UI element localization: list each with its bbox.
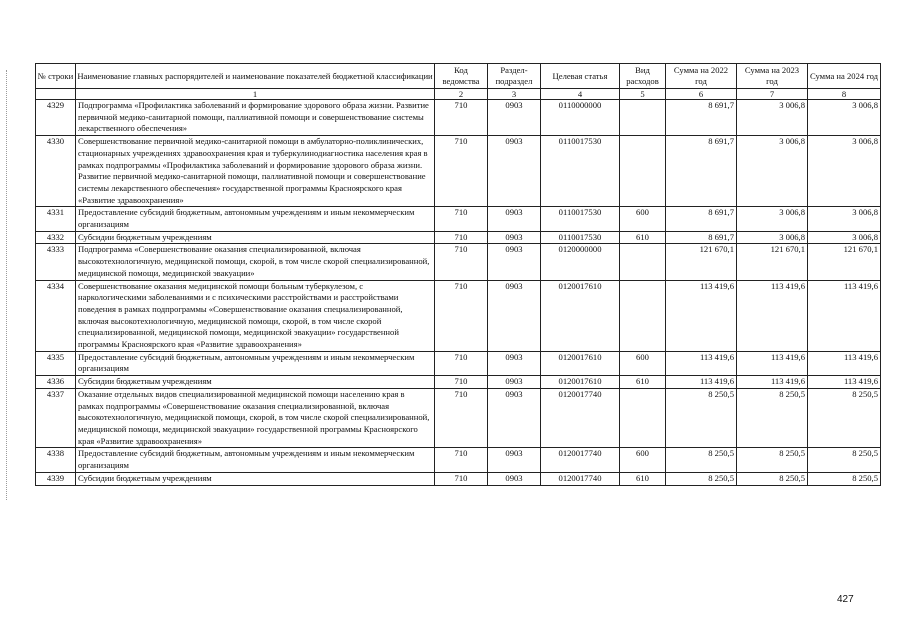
table-row [36, 244, 881, 280]
row-sum-2023-cell: 8 250,5 [737, 448, 808, 472]
row-dept-code-cell: 710 [435, 207, 488, 231]
col-number: 2 [435, 89, 488, 100]
row-expense-type-cell [620, 280, 666, 351]
row-sum-2023-cell: 3 006,8 [737, 136, 808, 207]
row-dept-code-cell: 710 [435, 376, 488, 389]
row-sum-2023-cell: 3 006,8 [737, 100, 808, 136]
row-sum-2022-cell: 8 691,7 [666, 100, 737, 136]
row-expense-type-cell [620, 136, 666, 207]
table-row [36, 388, 881, 448]
row-dept-code-cell: 710 [435, 244, 488, 280]
row-sum-2022-cell: 113 419,6 [666, 376, 737, 389]
row-sum-2022-cell: 8 691,7 [666, 136, 737, 207]
row-expense-type-cell [620, 244, 666, 280]
table-row [36, 472, 881, 485]
row-expense-type-cell: 610 [620, 376, 666, 389]
row-sum-2024-cell: 113 419,6 [808, 280, 881, 351]
row-sum-2024-cell: 113 419,6 [808, 376, 881, 389]
row-dept-code-cell: 710 [435, 100, 488, 136]
row-sum-2024-cell: 3 006,8 [808, 207, 881, 231]
col-header-exp: Вид расходов [620, 64, 666, 89]
row-sum-2022-cell: 8 250,5 [666, 448, 737, 472]
col-header-no: № строки [36, 64, 76, 89]
row-section-cell: 0903 [488, 136, 541, 207]
row-expense-type-cell: 610 [620, 231, 666, 244]
row-name-cell: Подпрограмма «Профилактика заболеваний и формирование здорового образа жизни. Развитие первичной медико-санитарной помощи, паллиативной помощи и совершенствование системы лекарственного обеспечения» [76, 100, 435, 136]
row-target-cell: 0110000000 [541, 100, 620, 136]
row-target-cell: 0120017740 [541, 448, 620, 472]
row-target-cell: 0110017530 [541, 207, 620, 231]
row-number-cell: 4333 [36, 244, 76, 280]
row-target-cell: 0120017610 [541, 280, 620, 351]
row-name-cell: Субсидии бюджетным учреждениям [76, 231, 435, 244]
row-sum-2024-cell: 8 250,5 [808, 448, 881, 472]
table-body [36, 100, 881, 486]
row-number-cell: 4329 [36, 100, 76, 136]
col-header-target: Целевая статья [541, 64, 620, 89]
row-sum-2024-cell: 113 419,6 [808, 351, 881, 375]
table-row [36, 231, 881, 244]
row-number-cell: 4337 [36, 388, 76, 448]
row-number-cell: 4335 [36, 351, 76, 375]
row-number-cell: 4338 [36, 448, 76, 472]
row-name-cell: Предоставление субсидий бюджетным, автономным учреждениям и иным некоммерческим организациям [76, 207, 435, 231]
row-target-cell: 0120017610 [541, 351, 620, 375]
col-number: 3 [488, 89, 541, 100]
row-dept-code-cell: 710 [435, 280, 488, 351]
col-header-section: Раздел-подраздел [488, 64, 541, 89]
row-section-cell: 0903 [488, 280, 541, 351]
row-sum-2023-cell: 8 250,5 [737, 388, 808, 448]
col-header-dept: Код ведомства [435, 64, 488, 89]
row-number-cell: 4332 [36, 231, 76, 244]
row-sum-2023-cell: 113 419,6 [737, 376, 808, 389]
row-expense-type-cell: 610 [620, 472, 666, 485]
column-number-row [36, 89, 881, 100]
col-number: 6 [666, 89, 737, 100]
table-row [36, 376, 881, 389]
row-target-cell: 0120017740 [541, 472, 620, 485]
row-sum-2023-cell: 8 250,5 [737, 472, 808, 485]
row-sum-2022-cell: 121 670,1 [666, 244, 737, 280]
row-sum-2024-cell: 3 006,8 [808, 136, 881, 207]
table-header-row [36, 64, 881, 89]
table-row [36, 448, 881, 472]
row-section-cell: 0903 [488, 376, 541, 389]
row-number-cell: 4331 [36, 207, 76, 231]
col-header-name: Наименование главных распорядителей и наименование показателей бюджетной классификации [76, 64, 435, 89]
row-name-cell: Субсидии бюджетным учреждениям [76, 376, 435, 389]
table-row [36, 136, 881, 207]
row-target-cell: 0120017740 [541, 388, 620, 448]
row-section-cell: 0903 [488, 207, 541, 231]
row-sum-2023-cell: 113 419,6 [737, 280, 808, 351]
row-section-cell: 0903 [488, 231, 541, 244]
row-sum-2024-cell: 8 250,5 [808, 472, 881, 485]
row-dept-code-cell: 710 [435, 351, 488, 375]
row-section-cell: 0903 [488, 388, 541, 448]
row-sum-2024-cell: 3 006,8 [808, 231, 881, 244]
page-edge-dots [6, 70, 7, 500]
row-expense-type-cell [620, 100, 666, 136]
row-section-cell: 0903 [488, 100, 541, 136]
table-row [36, 280, 881, 351]
row-dept-code-cell: 710 [435, 231, 488, 244]
row-sum-2023-cell: 3 006,8 [737, 207, 808, 231]
col-number: 5 [620, 89, 666, 100]
row-sum-2022-cell: 8 691,7 [666, 231, 737, 244]
row-expense-type-cell [620, 388, 666, 448]
col-number: 8 [808, 89, 881, 100]
col-number [36, 89, 76, 100]
row-name-cell: Оказание отдельных видов специализированной медицинской помощи населению края в рамках подпрограммы «Совершенствование оказания специализированной, включая высокотехнологичную, медицинской помощи, скорой, в том числе скорой специализированной, медицинской помощи, медицинской эвакуации» государственной программы Красноярского края «Развитие здравоохранения» [76, 388, 435, 448]
row-sum-2022-cell: 8 250,5 [666, 472, 737, 485]
row-sum-2022-cell: 8 691,7 [666, 207, 737, 231]
row-section-cell: 0903 [488, 351, 541, 375]
col-number: 7 [737, 89, 808, 100]
row-target-cell: 0120000000 [541, 244, 620, 280]
row-dept-code-cell: 710 [435, 136, 488, 207]
row-target-cell: 0110017530 [541, 231, 620, 244]
row-expense-type-cell: 600 [620, 448, 666, 472]
row-number-cell: 4336 [36, 376, 76, 389]
row-expense-type-cell: 600 [620, 351, 666, 375]
table-row [36, 207, 881, 231]
col-header-2023: Сумма на 2023 год [737, 64, 808, 89]
budget-table [35, 63, 881, 486]
col-number: 1 [76, 89, 435, 100]
table-row [36, 351, 881, 375]
row-section-cell: 0903 [488, 244, 541, 280]
row-sum-2023-cell: 113 419,6 [737, 351, 808, 375]
row-sum-2024-cell: 3 006,8 [808, 100, 881, 136]
row-name-cell: Совершенствование оказания медицинской помощи больным туберкулезом, с наркологическими заболеваниями и с психическими расстройствами и расстройствами поведения в рамках подпрограммы «Совершенствование оказания специализированной, включая высокотехнологичную, медицинской помощи, скорой, в том числе скорой специализированной, медицинской помощи, медицинской эвакуации» государственной программы Красноярского края «Развитие здравоохранения» [76, 280, 435, 351]
row-sum-2024-cell: 121 670,1 [808, 244, 881, 280]
row-section-cell: 0903 [488, 472, 541, 485]
table-row [36, 100, 881, 136]
row-name-cell: Субсидии бюджетным учреждениям [76, 472, 435, 485]
row-sum-2023-cell: 121 670,1 [737, 244, 808, 280]
row-target-cell: 0110017530 [541, 136, 620, 207]
row-dept-code-cell: 710 [435, 388, 488, 448]
row-number-cell: 4339 [36, 472, 76, 485]
row-sum-2022-cell: 113 419,6 [666, 351, 737, 375]
col-header-2022: Сумма на 2022 год [666, 64, 737, 89]
row-name-cell: Совершенствование первичной медико-санитарной помощи в амбулаторно-поликлинических, стационарных учреждениях здравоохранения края и туберкулинодиагностика населения края в рамках подпрограммы «Профилактика заболеваний и формирование здорового образа жизни. Развитие первичной медико-санитарной помощи, паллиативной помощи и совершенствование системы лекарственного обеспечения» государственной программы Красноярского края «Развитие здравоохранения» [76, 136, 435, 207]
row-name-cell: Предоставление субсидий бюджетным, автономным учреждениям и иным некоммерческим организациям [76, 351, 435, 375]
row-sum-2022-cell: 113 419,6 [666, 280, 737, 351]
page-number: 427 [837, 594, 854, 605]
row-name-cell: Подпрограмма «Совершенствование оказания специализированной, включая высокотехнологичную, медицинской помощи, скорой, в том числе скорой специализированной, медицинской помощи, медицинской эвакуации» [76, 244, 435, 280]
row-expense-type-cell: 600 [620, 207, 666, 231]
row-sum-2023-cell: 3 006,8 [737, 231, 808, 244]
row-number-cell: 4330 [36, 136, 76, 207]
row-name-cell: Предоставление субсидий бюджетным, автономным учреждениям и иным некоммерческим организациям [76, 448, 435, 472]
row-dept-code-cell: 710 [435, 472, 488, 485]
col-number: 4 [541, 89, 620, 100]
col-header-2024: Сумма на 2024 год [808, 64, 881, 89]
row-sum-2022-cell: 8 250,5 [666, 388, 737, 448]
row-sum-2024-cell: 8 250,5 [808, 388, 881, 448]
row-target-cell: 0120017610 [541, 376, 620, 389]
row-dept-code-cell: 710 [435, 448, 488, 472]
row-number-cell: 4334 [36, 280, 76, 351]
row-section-cell: 0903 [488, 448, 541, 472]
